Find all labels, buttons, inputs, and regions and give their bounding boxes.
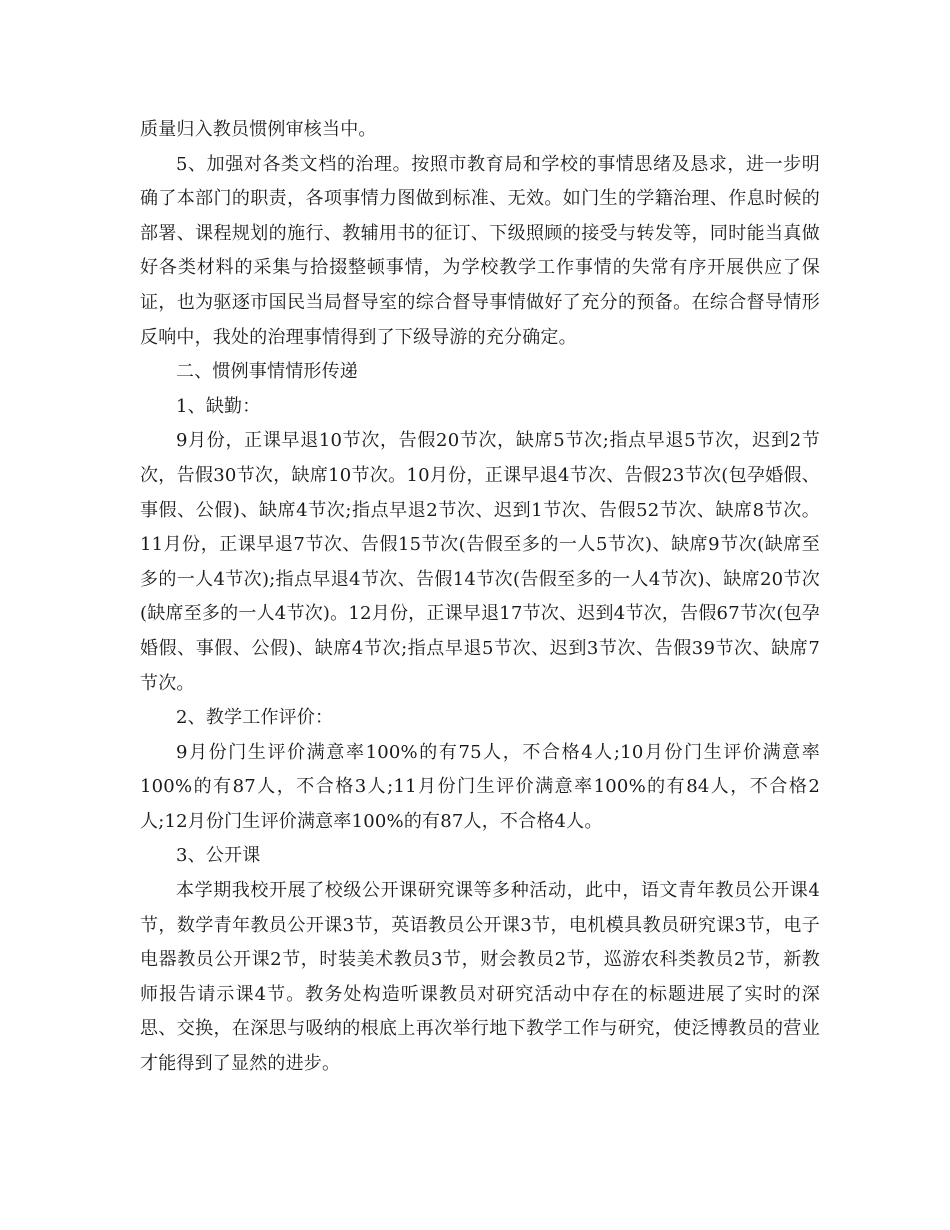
paragraph-document-management: 5、加强对各类文档的治理。按照市教育局和学校的事情思绪及恳求，进一步明确了本部门的职责，各项事情力图做到标准、无效。如门生的学籍治理、作息时候的部署、课程规划的施行、教辅用书的征订、下级照顾的接受与转发等，同时能当真做好各类材料的采集与拾掇整顿事情，为学校教学工作事情的失常有序开展供应了保证，也为驱逐市国民当局督导室的综合督导事情做好了充分的预备。在综合督导情形反响中，我处的治理事情得到了下级导游的充分确定。 bbox=[140, 153, 820, 348]
subheading-teaching-evaluation: 2、教学工作评价： bbox=[176, 707, 334, 729]
paragraph-attendance: 9月份，正课早退10节次，告假20节次，缺席5节次;指点早退5节次，迟到2节次，告假30节次，缺席10节次。10月份，正课早退4节次、告假23节次(包孕婚假、事假、公假)、缺席4节次;指点早退2节次、迟到1节次、告假52节次、缺席8节次。11月份，正课早退7节次、告假15节次(告假至多的一人5节次)、缺席9节次(缺席至多的一人4节次);指点早退4节次、告假14节次(告假至多的一人4节次)、缺席20节次(缺席至多的一人4节次)。12月份，正课早退17节次、迟到4节次，告假67节次(包孕婚假、事假、公假)、缺席4节次;指点早退5节次、迟到3节次、告假39节次、缺席7节次。 bbox=[140, 430, 820, 694]
subheading-open-class: 3、公开课 bbox=[176, 845, 261, 867]
document-body bbox=[140, 113, 820, 1082]
section-heading-routine-report: 二、惯例事情情形传递 bbox=[176, 361, 358, 383]
paragraph-continuation: 质量归入教员惯例审核当中。 bbox=[140, 119, 377, 140]
paragraph-open-class: 本学期我校开展了校级公开课研究课等多种活动，此中，语文青年教员公开课4节，数学青年教员公开课3节，英语教员公开课3节，电机模具教员研究课3节，电子电器教员公开课2节，时装美术教员3节，财会教员2节，巡游农科类教员2节，新教师报告请示课4节。教务处构造听课教员对研究活动中存在的标题进展了实时的深思、交换，在深思与吸纳的根底上再次举行地下教学工作与研究，使泛博教员的营业才能得到了显然的进步。 bbox=[140, 880, 820, 1075]
subheading-attendance: 1、缺勤： bbox=[176, 395, 261, 417]
paragraph-teaching-evaluation: 9月份门生评价满意率100%的有75人，不合格4人;10月份门生评价满意率100%的有87人，不合格3人;11月份门生评价满意率100%的有84人，不合格2人;12月份门生评价满意率100%的有87人，不合格4人。 bbox=[140, 741, 820, 832]
